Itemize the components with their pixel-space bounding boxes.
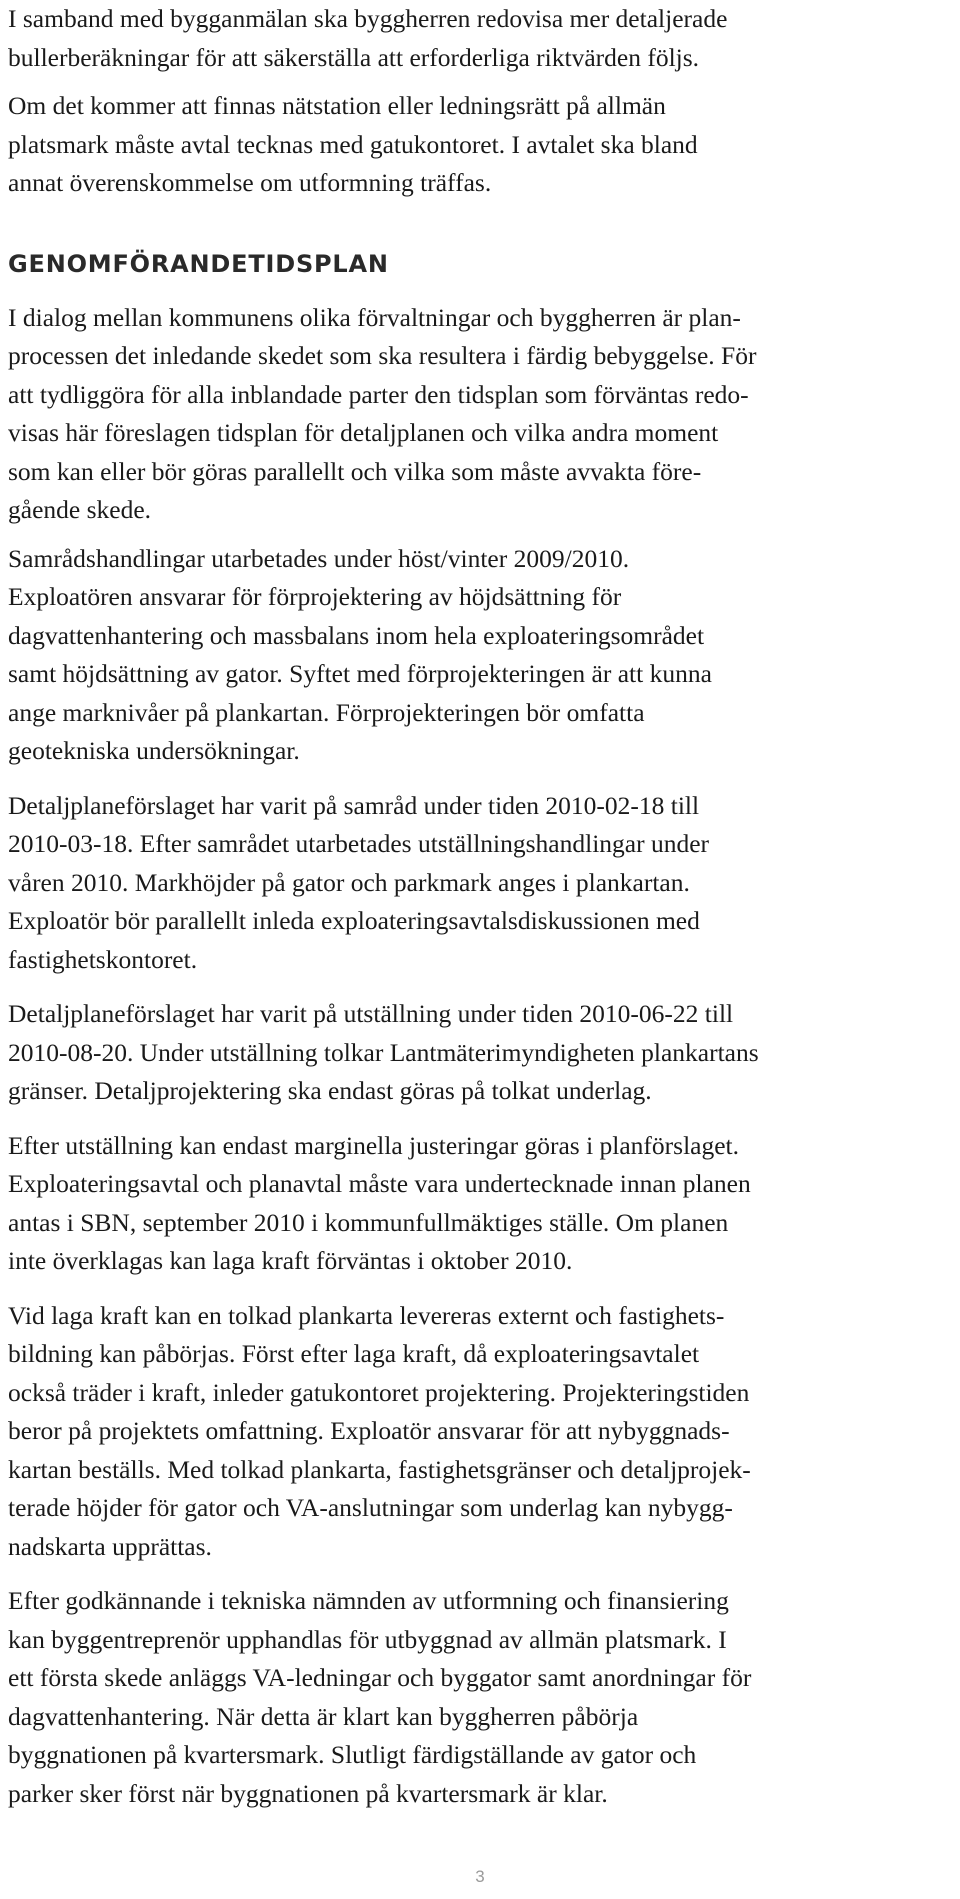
paragraph-substation-agreement: Om det kommer att finnas nätstation eller ledningsrätt på allmän platsmark måste avtal tecknas med gatukontoret. I avtalet ska bland annat överenskommelse om utformning träffas. bbox=[8, 91, 698, 197]
paragraph-construction-procurement: Efter godkännande i tekniska nämnden av utformning och finansiering kan byggentreprenör upphandlas för utbyggnad av allmän platsmark. I ett första skede anläggs VA-ledningar och byggator samt anordningar för dagvattenhantering. När detta är klart kan byggherren påbörja byggnationen på kvartersmark. Slutligt färdigställande av gator och parker sker först när byggnationen på kvartersmark är klar. bbox=[8, 1586, 752, 1808]
paragraph-consultation-period: Detaljplaneförslaget har varit på samråd under tiden 2010-02-18 till 2010-03-18. Efter samrådet utarbetades utställningshandlingar under våren 2010. Markhöjder på gator och parkmark anges i plankartan. Exploatör bör parallellt inleda exploateringsavtalsdiskussionen med fastighetskontoret. bbox=[8, 790, 710, 974]
page-number: 3 bbox=[475, 1867, 485, 1886]
section-heading: GENOMFÖRANDETIDSPLAN bbox=[8, 249, 389, 278]
paragraph-after-exhibition: Efter utställning kan endast marginella justeringar göras i planförslaget. Exploateringsavtal och planavtal måste vara undertecknade innan planen antas i SBN, september 2010 i kommunfullmäktiges ställe. Om planen inte överklagas kan laga kraft förväntas i oktober 2010. bbox=[8, 1130, 751, 1275]
paragraph-noise-calculations: I samband med bygganmälan ska byggherren redovisa mer detaljerade bullerberäkningar för att säkerställa att erforderliga riktvärden följs. bbox=[8, 4, 728, 72]
document-page bbox=[8, 0, 952, 1813]
paragraph-consultation-documents: Samrådshandlingar utarbetades under höst/vinter 2009/2010. Exploatören ansvarar för förprojektering av höjdsättning för dagvattenhantering och massbalans inom hela exploateringsområdet samt höjdsättning av gator. Syftet med förprojekteringen är att kunna ange marknivåer på plankartan. Förprojekteringen bör omfatta geotekniska undersökningar. bbox=[8, 543, 712, 765]
paragraph-legal-force: Vid laga kraft kan en tolkad plankarta levereras externt och fastighets- bildning kan påbörjas. Först efter laga kraft, då exploateringsavtalet också träder i kraft, inleder gatukontoret projektering. Projekteringstiden beror på projektets omfattning. Exploatör ansvarar för att nybyggnads- kartan beställs. Med tolkad plankarta, fastighetsgränser och detaljprojek- terade höjder för gator och VA-anslutningar som underlag kan nybygg- nadskarta upprättas. bbox=[8, 1300, 751, 1561]
paragraph-dialog-planning: I dialog mellan kommunens olika förvaltningar och byggherren är plan- processen det inledande skedet som ska resultera i färdig bebyggelse. För att tydliggöra för alla inblandade parter den tidsplan som förväntas redo- visas här föreslagen tidsplan för detaljplanen och vilka andra moment som kan eller bör göras parallellt och vilka som måste avvakta före- gående skede. bbox=[8, 302, 757, 524]
paragraph-exhibition-period: Detaljplaneförslaget har varit på utställning under tiden 2010-06-22 till 2010-08-20. Under utställning tolkar Lantmäterimyndigheten plankartans gränser. Detaljprojektering ska endast göras på tolkat underlag. bbox=[8, 999, 759, 1105]
